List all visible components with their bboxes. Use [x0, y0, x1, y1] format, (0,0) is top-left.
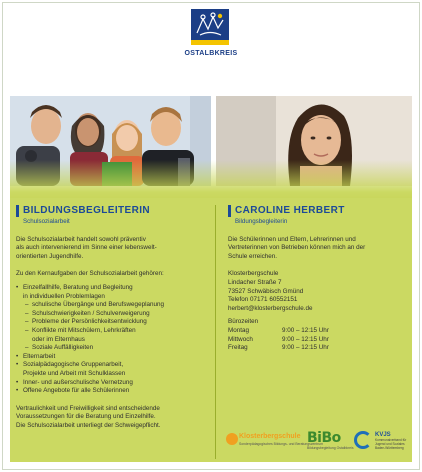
hours-day: Freitag — [228, 344, 248, 352]
hours-time: 9:00 – 12:15 Uhr — [282, 326, 329, 334]
contact-intro: Die Schülerinnen und Eltern, Lehrerinnen und Vertreterinnen von Betrieben können mich an der Schule erreichen. — [228, 235, 366, 260]
email: herbert@klosterbergschule.de — [228, 304, 313, 312]
list-item: • Sozialpädagogische Gruppenarbeit, Projekte und Arbeit mit Schulklassen — [16, 361, 214, 378]
list-item: • Offene Angebote für alle Schülerinnen — [16, 387, 214, 396]
sub-list-item: – Konflikte mit Mitschülern, Lehrkräften oder im Elternhaus — [23, 327, 214, 344]
title-accent-bar — [16, 205, 19, 217]
city: 73527 Schwäbisch Gmünd — [228, 287, 304, 295]
sub-list-item: – Probleme der Persönlichkeitsentwicklung — [23, 318, 214, 327]
right-column — [228, 205, 410, 353]
office-hours-heading: Bürozeiten — [228, 318, 259, 326]
tasks-list — [16, 284, 214, 396]
kvjs-logo-text: KVJS — [375, 432, 391, 438]
klosterbergschule-logo-text: Klosterbergschule — [239, 433, 301, 440]
closing-text: Vertraulichkeit und Freiwilligkeit sind entscheidende Voraussetzungen für die Beratung und Einzelhilfe. Die Schulsozialarbeit unterliegt der Schweigepflicht. — [16, 404, 161, 429]
list-item: • Elternarbeit — [16, 353, 214, 362]
list-item: • Inner- und außerschulische Vernetzung — [16, 379, 214, 388]
sub-list-item: – schulische Übergänge und Berufswegeplanung — [23, 301, 214, 310]
kvjs-logo-icon — [354, 431, 372, 449]
office-hours-table — [228, 327, 410, 353]
column-divider — [215, 205, 216, 459]
left-title: BILDUNGSBEGLEITERIN — [23, 204, 151, 216]
hours-day: Montag — [228, 326, 250, 334]
klosterbergschule-logo-icon — [226, 433, 238, 445]
sub-list-item: – Schulschwierigkeiten / Schulverweigerung — [23, 310, 214, 319]
list-item: • Einzelfallhilfe, Beratung und Begleitung in individuellen Problemlagen – schulische Übergänge und Berufswegeplanung – Schulschwierigkeiten / Schulverweigerung – Probleme der Persönlichkeitsentwicklung – Konflikte mit Mitschülern, Lehrkräften oder im Elternhaus – Soziale Auffälligkeiten — [16, 284, 214, 353]
phone: Telefon 07171 60552151 — [228, 296, 298, 304]
hours-time: 9:00 – 12:15 Uhr — [282, 344, 329, 352]
ostalbkreis-logo — [184, 9, 238, 67]
address-block — [228, 270, 410, 313]
bibo-logo-subtext: Bildungsbegleitung Ostalbkreis — [307, 446, 354, 450]
left-role: Schulsozialarbeit — [23, 218, 70, 225]
klosterbergschule-logo-subtext: Sonderpädagogisches Bildungs- und Beratungszentrum — [239, 442, 324, 446]
bibo-logo-text: BiBo — [307, 430, 341, 446]
kvjs-logo-subtext: Kommunalverband für Jugend und Soziales Baden-Württemberg — [375, 438, 407, 450]
title-accent-bar — [228, 205, 231, 217]
hours-day: Mittwoch — [228, 335, 253, 343]
street: Lindacher Straße 7 — [228, 278, 282, 286]
intro-text: Die Schulsozialarbeit handelt sowohl präventiv als auch intervenierend im Sinne einer lebenswelt- orientierten Jugendhilfe. — [16, 235, 157, 260]
left-column — [16, 205, 214, 430]
coat-of-arms-icon — [191, 9, 229, 45]
school-name: Klosterbergschule — [228, 270, 279, 278]
partner-logos — [226, 430, 412, 454]
right-title: CAROLINE HERBERT — [235, 204, 345, 216]
right-role: Bildungsbegleiterin — [235, 218, 288, 225]
logo-text: OSTALBKREIS — [184, 50, 238, 57]
sub-list-item: – Soziale Auffälligkeiten — [23, 344, 214, 353]
sub-list — [23, 301, 214, 353]
green-gradient-band — [10, 160, 412, 200]
hours-time: 9:00 – 12:15 Uhr — [282, 335, 329, 343]
tasks-heading: Zu den Kernaufgaben der Schulsozialarbeit gehören: — [16, 270, 164, 278]
